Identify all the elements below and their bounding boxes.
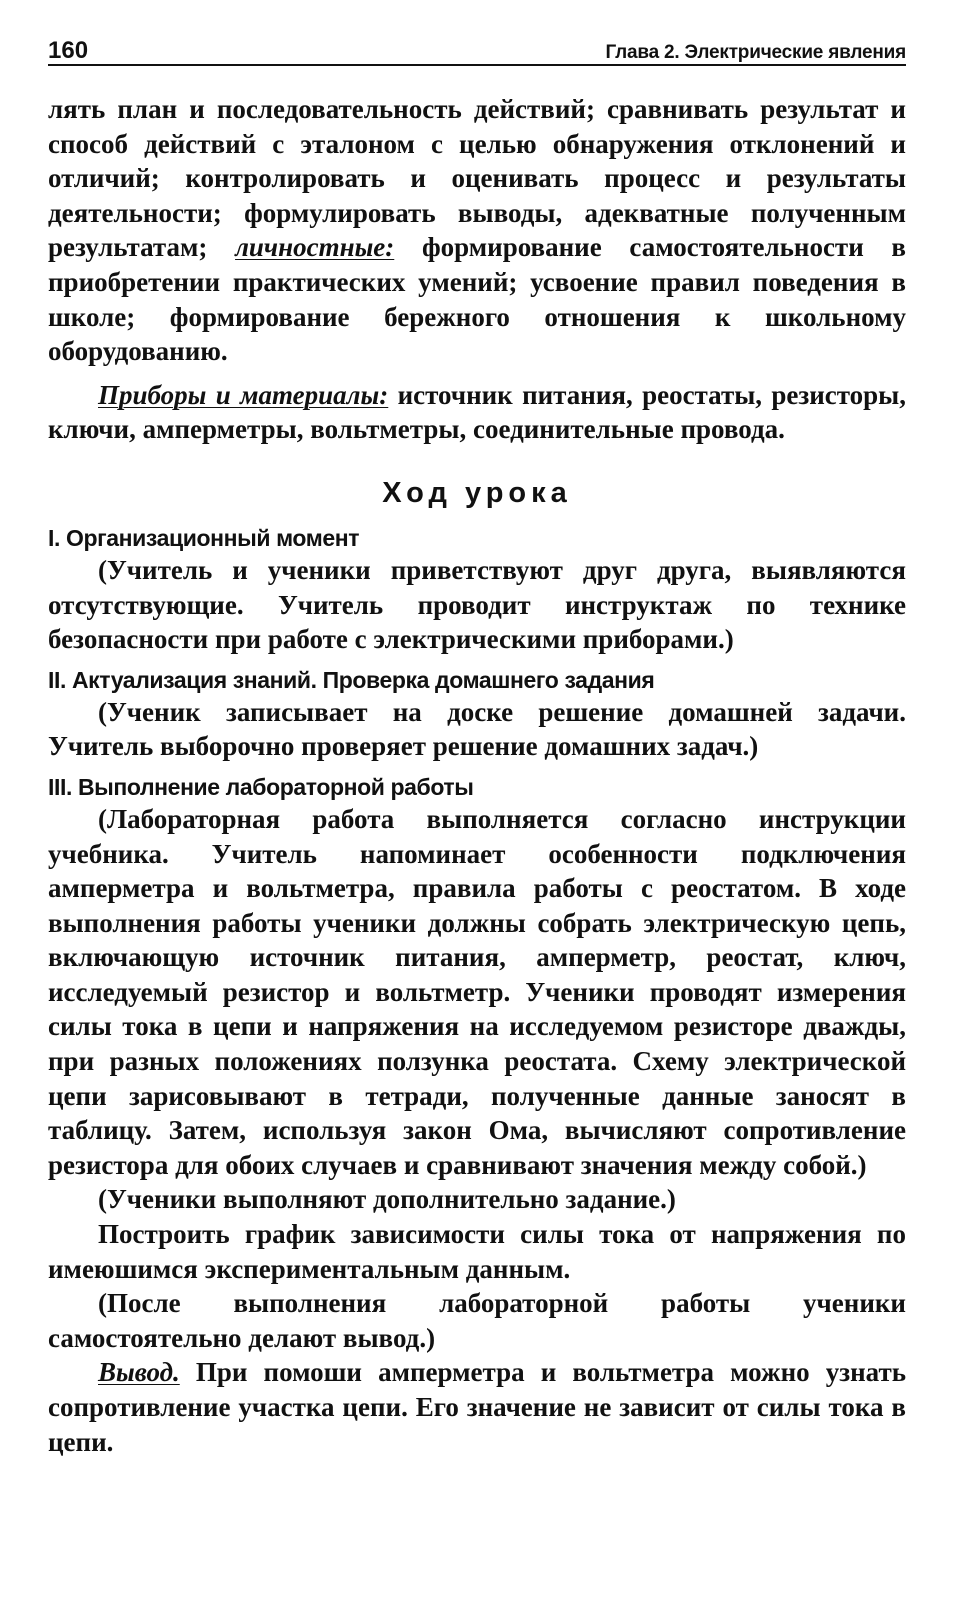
section-3-text: (Лабораторная работа выполняется согласно инструкции учебника. Учитель напоминает особенности подключения амперметра и вольтметра, правила работы с реостатом. В ходе выполнения работы ученики должны собрать электрическую цепь, включающую источник питания, амперметр, реостат, ключ, исследуемый резистор и вольтметр. Ученики проводят измерения силы тока в цепи и напряжения на исследуемом резисторе дважды, при разных положениях ползунка реостата. Схему электрической цепи зарисовывают в тетради, полученные данные заносят в таблицу. Затем, используя закон Ома, вычисляют сопротивление резистора для обоих случаев и сравнивают значения между собой.) (48, 803, 906, 1180)
after-lab-note: (После выполнения лабораторной работы ученики самостоятельно делают вывод.) (48, 1288, 906, 1353)
extra-task-text: Построить график зависимости силы тока от напряжения по имеюшимся экспериментальным данным. (48, 1219, 906, 1284)
paragraph-text: При помоши амперметра и вольтметра можно узнать сопротивление участка цепи. Его значение не зависит от силы тока в цепи. (48, 1357, 907, 1457)
emphasis-term: Приборы и материалы: (98, 379, 389, 410)
page-number: 160 (48, 37, 89, 64)
chapter-title: Глава 2. Электрические явления (605, 42, 906, 63)
section-2-text: (Ученик записывает на доске решение домашней задачи. Учитель выборочно проверяет решение домашних задач.) (48, 696, 906, 762)
conclusion-paragraph (48, 1355, 906, 1459)
emphasis-term: личностные: (235, 232, 395, 263)
page-body (48, 92, 906, 1459)
book-page (48, 34, 906, 1459)
running-header (48, 34, 906, 66)
lesson-title: Ход урока (382, 476, 572, 509)
section-1-text: (Учитель и ученики приветствуют друг друга, выявляются отсутствующие. Учитель проводит инструктаж по технике безопасности при работе с электрическими приборами.) (48, 554, 906, 655)
paragraph-text: формирование самостоятельности в приобретении практических умений; усвоение правил поведения в школе; формирование бережного отношения к школьному оборудованию. (48, 232, 906, 367)
equipment-paragraph (48, 378, 906, 447)
continuation-paragraph (48, 92, 906, 369)
paragraph-text: лять план и последовательность действий; сравнивать результат и способ действий с эталоном с целью обнаружения отклонений и отличий; контролировать и оценивать процесс и результаты деятельности; формулировать выводы, адекватные полученным результатам; (48, 94, 906, 263)
section-heading-1: I. Организационный момент (48, 524, 360, 551)
emphasis-term: Вывод. (98, 1357, 180, 1388)
extra-task-note: (Ученики выполняют дополнительно задание.) (98, 1184, 676, 1215)
paragraph-text: источник питания, реостаты, резисторы, ключи, амперметры, вольтметры, соединительные провода. (48, 379, 907, 445)
section-heading-2: II. Актуализация знаний. Проверка домашнего задания (48, 666, 655, 693)
section-heading-3: III. Выполнение лабораторной работы (48, 773, 474, 800)
